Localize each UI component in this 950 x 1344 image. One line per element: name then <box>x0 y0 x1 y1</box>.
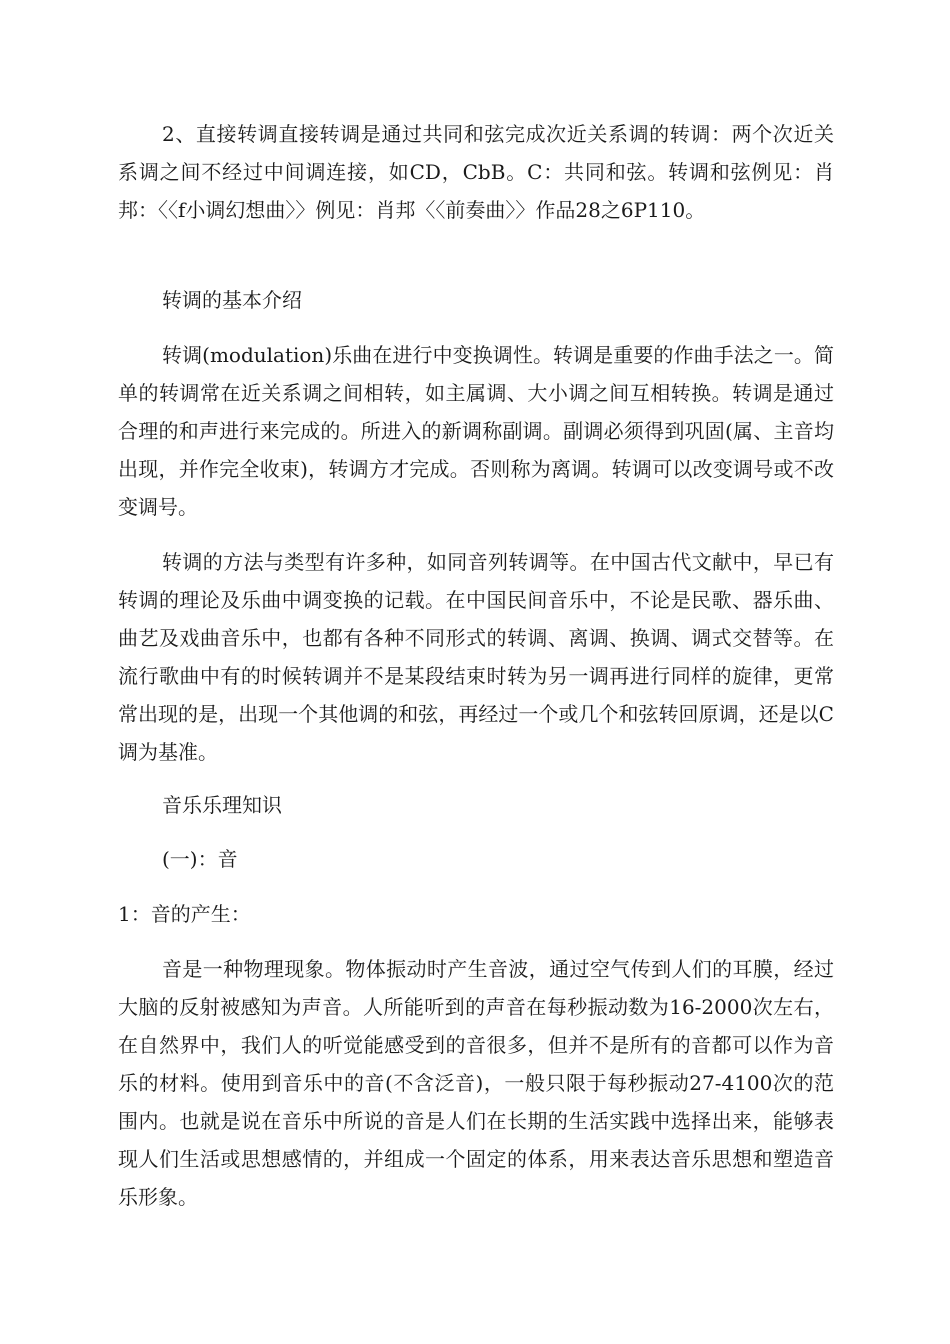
paragraph-sound-origin: 音是一种物理现象。物体振动时产生音波，通过空气传到人们的耳膜，经过大脑的反射被感知为声音。人所能听到的声音在每秒振动数为16-2000次左右，在自然界中，我们人的听觉能感受到的音很多，但并不是所有的音都可以作为音乐的材料。使用到音乐中的音(不含泛音)，一般只限于每秒振动27-4100次的范围内。也就是说在音乐中所说的音是人们在长期的生活实践中选择出来，能够表现人们生活或思想感情的，并组成一个固定的体系，用来表达音乐思想和塑造音乐形象。 <box>118 957 834 1209</box>
heading-sound-origin: 1：音的产生： <box>118 902 251 926</box>
heading-modulation-intro: 转调的基本介绍 <box>162 288 302 312</box>
paragraph-modulation-types: 转调的方法与类型有许多种，如同音列转调等。在中国古代文献中，早已有转调的理论及乐曲中调变换的记载。在中国民间音乐中，不论是民歌、器乐曲、曲艺及戏曲音乐中，也都有各种不同形式的转调、离调、换调、调式交替等。在流行歌曲中有的时候转调并不是某段结束时转为另一调再进行同样的旋律，更常常出现的是，出现一个其他调的和弦，再经过一个或几个和弦转回原调，还是以C调为基准。 <box>118 550 834 764</box>
heading-music-theory: 音乐乐理知识 <box>162 793 282 817</box>
paragraph-modulation-definition: 转调(modulation)乐曲在进行中变换调性。转调是重要的作曲手法之一。简单的转调常在近关系调之间相转，如主属调、大小调之间互相转换。转调是通过合理的和声进行来完成的。所进入的新调称副调。副调必须得到巩固(属、主音均出现，并作完全收束)，转调方才完成。否则称为离调。转调可以改变调号或不改变调号。 <box>118 343 834 519</box>
heading-section-sound: (一)：音 <box>162 847 238 871</box>
paragraph-direct-modulation: 2、直接转调直接转调是通过共同和弦完成次近关系调的转调：两个次近关系调之间不经过中间调连接，如CD，CbB。C：共同和弦。转调和弦例见：肖邦：〈〈f小调幻想曲〉〉例见：肖邦〈〈前奏曲〉〉作品28之6P110。 <box>118 122 834 222</box>
